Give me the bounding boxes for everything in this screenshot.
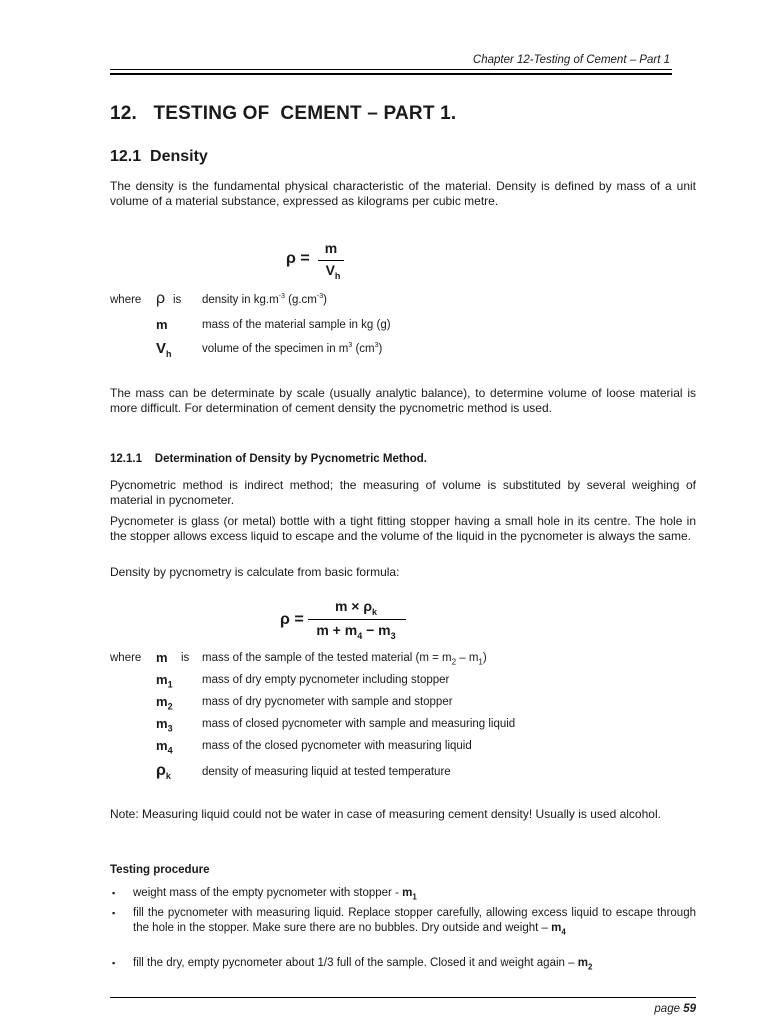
procedure-item-2: fill the pycnometer with measuring liquid. Replace stopper carefully, allowing excess liquid to escape through the hole in the stopper. Make sure there are no bubbles. Dry outside and weight – $m_4$ — [133, 907, 696, 937]
is-label-2: is — [181, 652, 190, 664]
desc-m: mass of the material sample in kg (g) — [202, 319, 391, 331]
formula2-lhs: ρ = — [280, 611, 304, 628]
formula2-denominator: $m + m_4 - m_3$ — [316, 622, 396, 641]
formula1-lhs: ρ = — [286, 250, 310, 267]
formula1-denominator: $V_h$ — [325, 262, 341, 281]
pycnometric-paragraph-3: Density by pycnometry is calculate from basic formula: — [110, 565, 400, 579]
symbol-vh: $V_h$ — [156, 340, 172, 359]
formula1-numerator: m — [324, 240, 338, 256]
note-paragraph: Note: Measuring liquid could not be water in case of measuring cement density! Usually is used alcohol. — [110, 807, 661, 821]
bullet-3: ▪ — [112, 958, 116, 968]
desc-m3: mass of closed pycnometer with sample and measuring liquid — [202, 718, 516, 730]
procedure-item-3: fill the dry, empty pycnometer about 1/3 full of the sample. Closed it and weight again – $m_2$ — [133, 957, 593, 972]
desc-m4: mass of the closed pycnometer with measuring liquid — [202, 740, 472, 752]
subsection-title: Determination of Density by Pycnometric Method. — [154, 453, 427, 465]
header-rule-thin — [110, 69, 672, 70]
footer-rule — [110, 997, 696, 998]
section-number: 12.1 — [110, 148, 142, 165]
pycnometric-paragraph-1: Pycnometric method is indirect method; the measuring of volume is substituted by several weighing of material in pycnometer. — [110, 478, 696, 507]
symbol-m4: $m_4$ — [156, 738, 173, 756]
page-number: page 59 — [654, 1003, 696, 1015]
symbol-m1: $m_1$ — [156, 672, 173, 690]
procedure-heading: Testing procedure — [110, 864, 210, 876]
section-title: Density — [150, 148, 208, 165]
desc-m1: mass of dry empty pycnometer including stopper — [202, 674, 450, 686]
formula2-numerator: $m \times \rho_k$ — [334, 598, 378, 617]
bullet-2: ▪ — [112, 908, 116, 918]
formula2-fraction-bar — [308, 619, 406, 620]
procedure-item-1: weight mass of the empty pycnometer with stopper - $m_1$ — [133, 887, 417, 902]
symbol-m-sample: m — [156, 650, 168, 665]
intro-paragraph: The density is the fundamental physical characteristic of the material. Density is defined by mass of a unit volume of a material substance, expressed as kilograms per cubic metre. — [110, 179, 696, 208]
formula1-fraction-bar — [318, 260, 344, 261]
symbol-m3: $m_3$ — [156, 716, 173, 734]
desc-vh: volume of the specimen in $m^3$ $(cm^3)$ — [202, 342, 383, 355]
chapter-title: 12. TESTING OF CEMENT – PART 1. — [110, 103, 457, 124]
desc-m-sample: mass of the sample of the tested material $(m = m_2 - m_1)$ — [202, 652, 487, 667]
mass-paragraph: The mass can be determinate by scale (usually analytic balance), to determine volume of loose material is more difficult. For determination of cement density the pycnometric method is used. — [110, 386, 696, 415]
where-label-2: where — [110, 652, 142, 664]
symbol-m2: $m_2$ — [156, 694, 173, 712]
symbol-m: m — [156, 317, 168, 332]
bullet-1: ▪ — [112, 888, 116, 898]
subsection-number: 12.1.1 — [110, 453, 142, 465]
desc-m2: mass of dry pycnometer with sample and stopper — [202, 696, 453, 708]
desc-rho: density in $kg.m^{-3}$ $(g.cm^{-3})$ — [202, 293, 327, 306]
is-label-1: is — [173, 294, 182, 306]
symbol-rho-k: $\rho_k$ — [156, 762, 171, 782]
symbol-rho: ρ — [156, 290, 166, 307]
running-header: Chapter 12-Testing of Cement – Part 1 — [472, 54, 670, 66]
section-heading — [110, 148, 208, 166]
pycnometric-paragraph-2: Pycnometer is glass (or metal) bottle with a tight fitting stopper having a small hole in its centre. The hole in the stopper allows excess liquid to escape and the volume of the liquid in the pycnometer is always the same. — [110, 514, 696, 543]
desc-rho-k: density of measuring liquid at tested temperature — [202, 766, 451, 778]
header-rule-thick — [110, 73, 672, 75]
subsection-heading — [110, 453, 427, 465]
where-label-1: where — [110, 294, 142, 306]
